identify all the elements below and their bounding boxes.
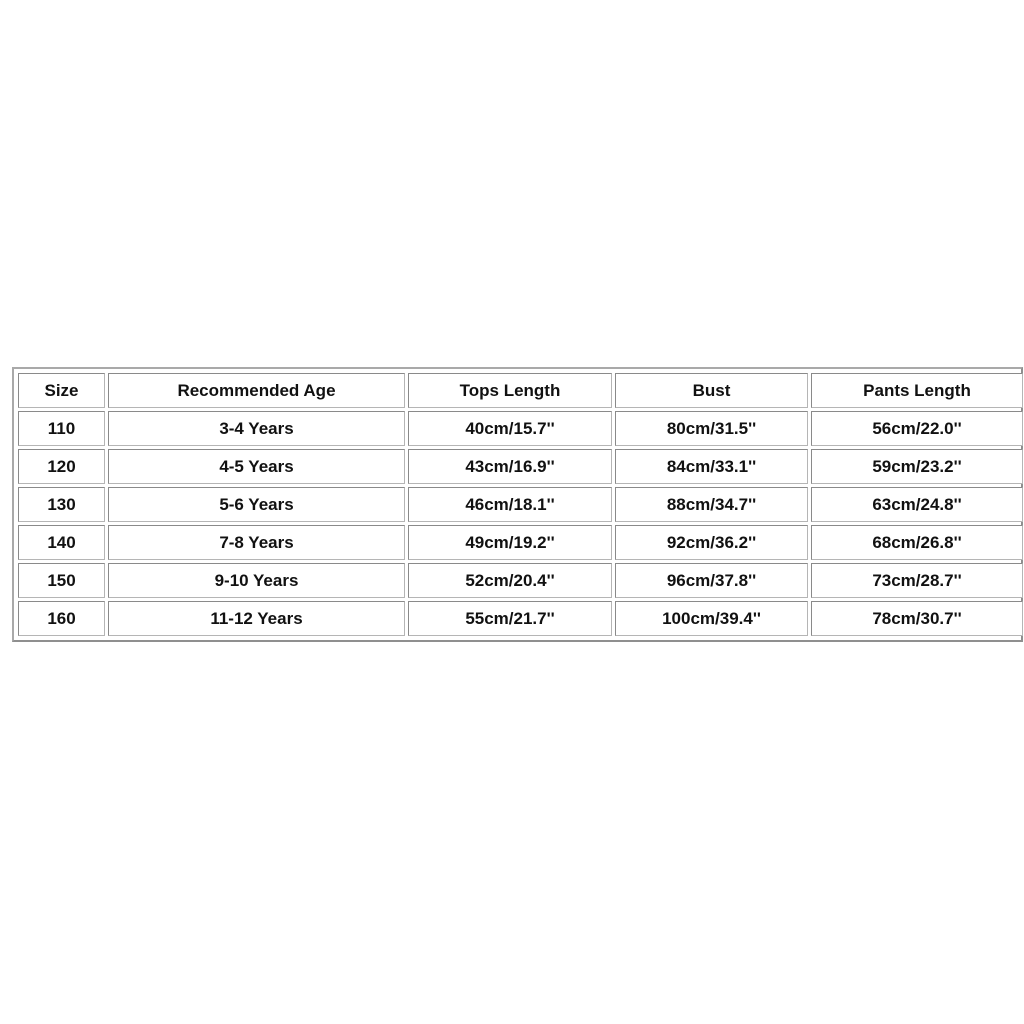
cell-pants-length: 59cm/23.2'' [811, 449, 1023, 484]
table-row [18, 487, 1023, 522]
cell-tops-length: 43cm/16.9'' [408, 449, 612, 484]
cell-bust: 88cm/34.7'' [615, 487, 808, 522]
header-row [18, 373, 1023, 408]
cell-recommended-age: 7-8 Years [108, 525, 405, 560]
header-recommended-age: Recommended Age [108, 373, 405, 408]
cell-recommended-age: 3-4 Years [108, 411, 405, 446]
cell-tops-length: 49cm/19.2'' [408, 525, 612, 560]
header-pants-length: Pants Length [811, 373, 1023, 408]
cell-size: 130 [18, 487, 105, 522]
header-tops-length: Tops Length [408, 373, 612, 408]
table-row [18, 449, 1023, 484]
cell-pants-length: 56cm/22.0'' [811, 411, 1023, 446]
size-chart [12, 367, 1023, 642]
cell-recommended-age: 4-5 Years [108, 449, 405, 484]
cell-pants-length: 73cm/28.7'' [811, 563, 1023, 598]
cell-bust: 84cm/33.1'' [615, 449, 808, 484]
cell-pants-length: 63cm/24.8'' [811, 487, 1023, 522]
cell-tops-length: 46cm/18.1'' [408, 487, 612, 522]
cell-pants-length: 78cm/30.7'' [811, 601, 1023, 636]
cell-recommended-age: 11-12 Years [108, 601, 405, 636]
cell-tops-length: 40cm/15.7'' [408, 411, 612, 446]
cell-tops-length: 52cm/20.4'' [408, 563, 612, 598]
cell-bust: 100cm/39.4'' [615, 601, 808, 636]
cell-bust: 92cm/36.2'' [615, 525, 808, 560]
table-row [18, 525, 1023, 560]
table-row [18, 563, 1023, 598]
cell-bust: 96cm/37.8'' [615, 563, 808, 598]
cell-size: 160 [18, 601, 105, 636]
size-table [15, 370, 1024, 639]
header-size: Size [18, 373, 105, 408]
cell-size: 150 [18, 563, 105, 598]
header-bust: Bust [615, 373, 808, 408]
cell-pants-length: 68cm/26.8'' [811, 525, 1023, 560]
cell-recommended-age: 9-10 Years [108, 563, 405, 598]
cell-size: 110 [18, 411, 105, 446]
cell-recommended-age: 5-6 Years [108, 487, 405, 522]
cell-tops-length: 55cm/21.7'' [408, 601, 612, 636]
cell-bust: 80cm/31.5'' [615, 411, 808, 446]
table-row [18, 411, 1023, 446]
cell-size: 140 [18, 525, 105, 560]
table-row [18, 601, 1023, 636]
cell-size: 120 [18, 449, 105, 484]
